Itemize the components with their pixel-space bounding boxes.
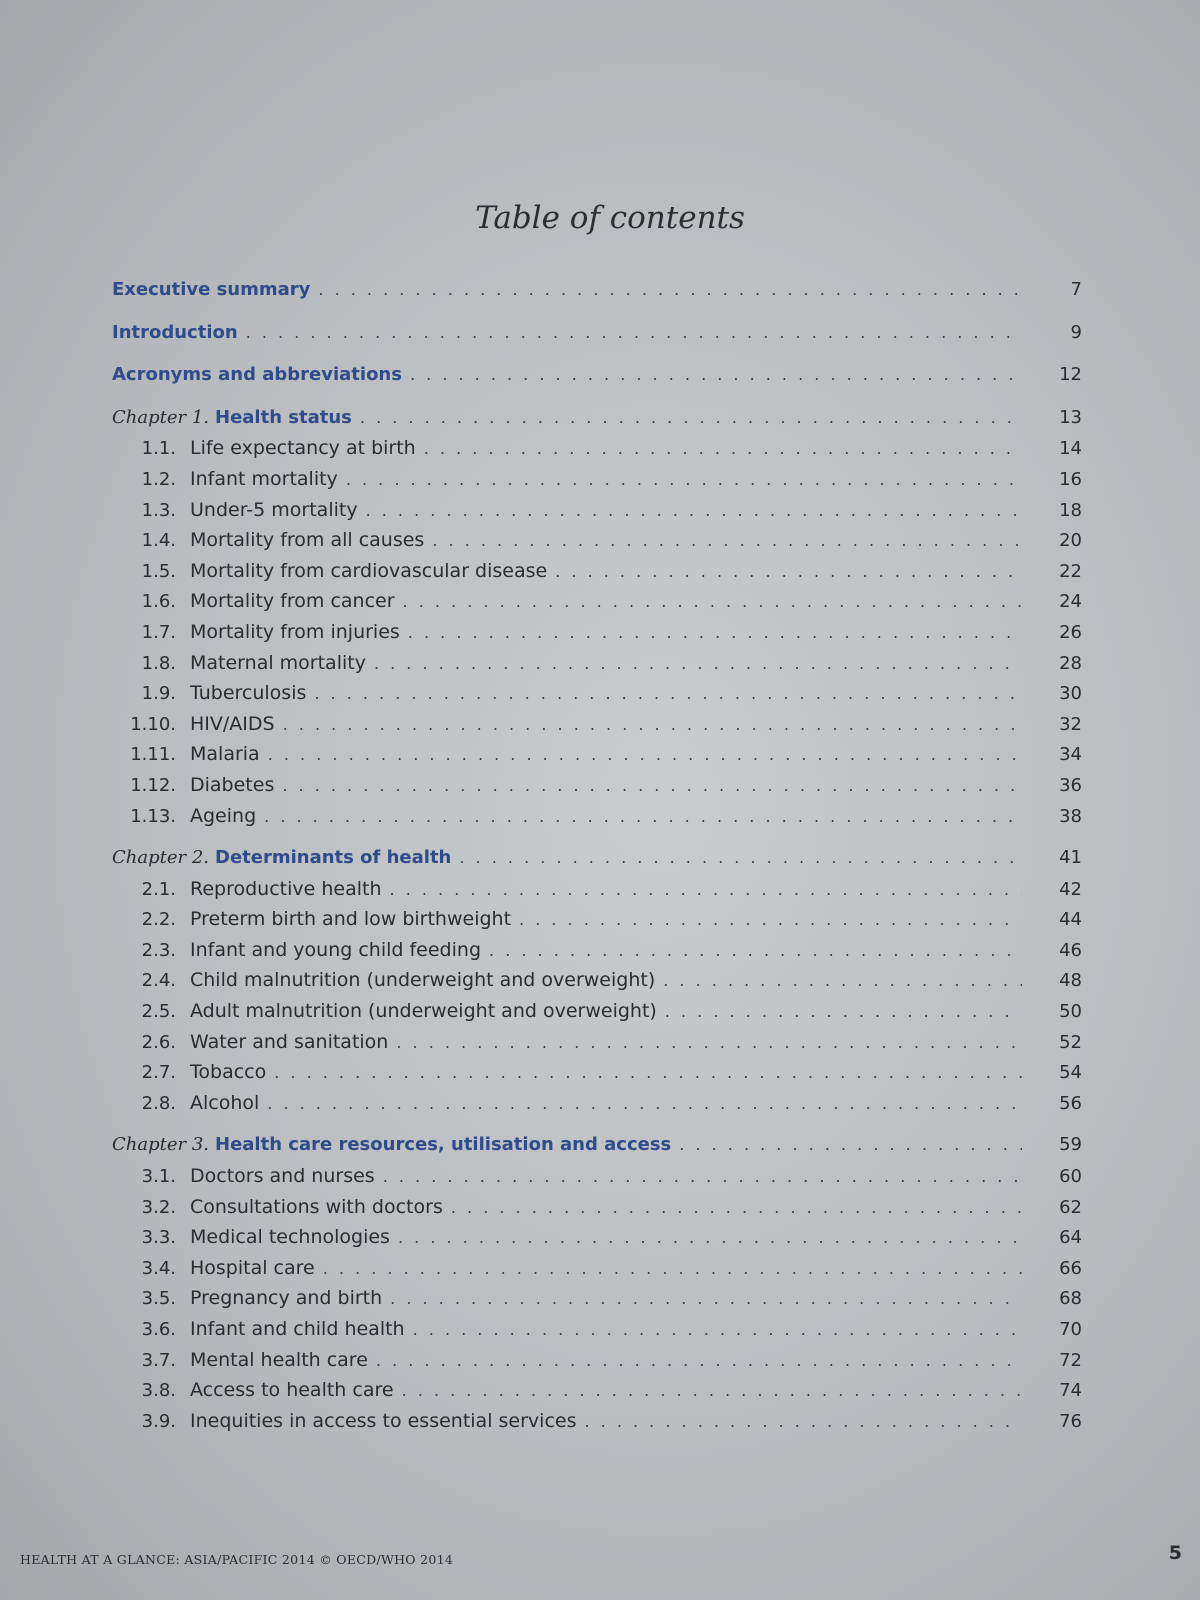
table-of-contents bbox=[112, 275, 1082, 1436]
section-page: 16 bbox=[1059, 468, 1082, 490]
dot-leader bbox=[410, 360, 1022, 391]
dot-leader bbox=[403, 587, 1022, 618]
toc-entry[interactable] bbox=[112, 275, 1082, 306]
dot-leader bbox=[413, 1315, 1022, 1346]
toc-section-entry[interactable] bbox=[112, 1057, 1082, 1088]
dot-leader bbox=[402, 1376, 1022, 1407]
section-title: Child malnutrition (underweight and overweight) bbox=[190, 969, 656, 992]
section-title: Mortality from cardiovascular disease bbox=[190, 559, 548, 582]
section-page: 70 bbox=[1059, 1319, 1082, 1340]
section-number: 1.5. bbox=[141, 560, 176, 582]
section-title: Tobacco bbox=[190, 1061, 267, 1084]
section-page: 46 bbox=[1059, 939, 1082, 961]
toc-section-entry[interactable] bbox=[112, 433, 1082, 464]
chapter-title: Determinants of health bbox=[215, 847, 452, 869]
section-title: Consultations with doctors bbox=[190, 1195, 443, 1218]
toc-entry[interactable] bbox=[112, 318, 1082, 349]
dot-leader bbox=[398, 1223, 1022, 1254]
section-page: 42 bbox=[1059, 878, 1082, 900]
section-title: Pregnancy and birth bbox=[190, 1287, 383, 1310]
dot-leader bbox=[376, 1346, 1022, 1377]
toc-section-entry[interactable] bbox=[112, 1253, 1082, 1284]
dot-leader bbox=[366, 496, 1022, 527]
chapter-title: Health status bbox=[215, 406, 352, 428]
section-number: 3.6. bbox=[141, 1319, 176, 1340]
chapter-page: 59 bbox=[1059, 1134, 1082, 1156]
section-title: Reproductive health bbox=[190, 877, 382, 900]
section-title: Life expectancy at birth bbox=[190, 437, 416, 460]
section-title: Water and sanitation bbox=[190, 1030, 389, 1053]
section-page: 44 bbox=[1059, 909, 1082, 931]
section-number: 1.6. bbox=[141, 591, 176, 613]
section-page: 32 bbox=[1059, 713, 1082, 735]
chapter-label: Chapter 3. bbox=[112, 1134, 210, 1156]
toc-entry-title: Executive summary bbox=[112, 279, 311, 300]
section-title: Diabetes bbox=[190, 773, 275, 796]
section-number: 3.3. bbox=[141, 1227, 176, 1249]
dot-leader bbox=[663, 966, 1022, 997]
dot-leader bbox=[383, 1162, 1022, 1193]
dot-leader bbox=[318, 275, 1022, 306]
toc-entry-title: Acronyms and abbreviations bbox=[112, 364, 402, 386]
dot-leader bbox=[408, 618, 1022, 649]
toc-section-entry[interactable] bbox=[112, 1345, 1082, 1376]
dot-leader bbox=[432, 526, 1022, 557]
toc-section-entry[interactable] bbox=[112, 617, 1082, 648]
toc-section-entry[interactable] bbox=[112, 965, 1082, 996]
section-number: 3.1. bbox=[141, 1166, 176, 1188]
toc-section-entry[interactable] bbox=[112, 1088, 1082, 1119]
section-number: 2.2. bbox=[141, 909, 176, 931]
section-page: 18 bbox=[1059, 499, 1082, 521]
toc-section-entry[interactable] bbox=[112, 1192, 1082, 1223]
section-page: 60 bbox=[1059, 1166, 1082, 1188]
section-page: 30 bbox=[1059, 683, 1082, 705]
dot-leader bbox=[679, 1130, 1022, 1161]
dot-leader bbox=[489, 936, 1022, 967]
toc-section-entry[interactable] bbox=[112, 525, 1082, 556]
section-number: 1.12. bbox=[130, 774, 176, 796]
chapter-label: Chapter 1. bbox=[112, 406, 210, 428]
section-title: Inequities in access to essential services bbox=[190, 1409, 577, 1432]
toc-chapter-entry[interactable] bbox=[112, 1130, 1082, 1161]
section-page: 68 bbox=[1059, 1288, 1082, 1310]
section-page: 26 bbox=[1059, 621, 1082, 643]
dot-leader bbox=[283, 710, 1022, 741]
section-page: 48 bbox=[1059, 970, 1082, 992]
running-footer: HEALTH AT A GLANCE: ASIA/PACIFIC 2014 © OECD/WHO 2014 bbox=[20, 1552, 454, 1567]
section-page: 72 bbox=[1059, 1349, 1082, 1371]
dot-leader bbox=[282, 771, 1022, 802]
section-page: 52 bbox=[1059, 1031, 1082, 1053]
toc-section-entry[interactable] bbox=[112, 648, 1082, 679]
section-number: 1.11. bbox=[130, 744, 176, 766]
section-page: 74 bbox=[1059, 1380, 1082, 1402]
section-title: Access to health care bbox=[190, 1379, 394, 1402]
toc-section-entry[interactable] bbox=[112, 495, 1082, 526]
dot-leader bbox=[274, 1058, 1022, 1089]
section-page: 24 bbox=[1059, 591, 1082, 613]
toc-section-entry[interactable] bbox=[112, 935, 1082, 966]
section-title: Preterm birth and low birthweight bbox=[190, 908, 512, 931]
toc-section-entry[interactable] bbox=[112, 801, 1082, 832]
dot-leader bbox=[665, 997, 1022, 1028]
section-number: 1.4. bbox=[141, 530, 176, 552]
section-number: 3.8. bbox=[141, 1380, 176, 1402]
page-title: Table of contents bbox=[475, 200, 745, 236]
section-title: Infant mortality bbox=[190, 467, 338, 490]
dot-leader bbox=[396, 1028, 1022, 1059]
toc-section-entry[interactable] bbox=[112, 586, 1082, 617]
section-page: 28 bbox=[1059, 652, 1082, 674]
dot-leader bbox=[360, 403, 1022, 434]
section-title: Malaria bbox=[190, 743, 260, 766]
dot-leader bbox=[451, 1193, 1022, 1224]
section-page: 64 bbox=[1059, 1227, 1082, 1249]
toc-section-entry[interactable] bbox=[112, 904, 1082, 935]
section-title: Doctors and nurses bbox=[190, 1165, 375, 1188]
section-title: Under-5 mortality bbox=[190, 498, 358, 521]
section-page: 62 bbox=[1059, 1196, 1082, 1218]
dot-leader bbox=[267, 1089, 1022, 1120]
section-number: 1.8. bbox=[141, 652, 176, 674]
dot-leader bbox=[390, 1284, 1022, 1315]
toc-section-entry[interactable] bbox=[112, 770, 1082, 801]
section-page: 38 bbox=[1059, 805, 1082, 827]
section-page: 20 bbox=[1059, 530, 1082, 552]
dot-leader bbox=[519, 905, 1022, 936]
toc-section-entry[interactable] bbox=[112, 556, 1082, 587]
toc-chapter-entry[interactable] bbox=[112, 403, 1082, 434]
section-page: 36 bbox=[1059, 774, 1082, 796]
dot-leader bbox=[264, 802, 1022, 833]
section-number: 2.6. bbox=[141, 1031, 176, 1053]
dot-leader bbox=[268, 740, 1022, 771]
toc-section-entry[interactable] bbox=[112, 678, 1082, 709]
toc-entry-page: 12 bbox=[1059, 364, 1082, 386]
dot-leader bbox=[555, 557, 1022, 588]
section-title: Mental health care bbox=[190, 1348, 368, 1371]
section-title: Infant and child health bbox=[190, 1318, 405, 1340]
section-number: 2.5. bbox=[141, 1001, 176, 1023]
toc-section-entry[interactable] bbox=[112, 1027, 1082, 1058]
section-page: 14 bbox=[1059, 438, 1082, 460]
section-number: 2.7. bbox=[141, 1062, 176, 1084]
section-number: 1.10. bbox=[130, 713, 176, 735]
section-number: 3.9. bbox=[141, 1410, 176, 1432]
chapter-page: 13 bbox=[1059, 406, 1082, 428]
dot-leader bbox=[323, 1254, 1022, 1285]
section-page: 66 bbox=[1059, 1257, 1082, 1279]
section-number: 1.1. bbox=[141, 438, 176, 460]
section-title: Medical technologies bbox=[190, 1226, 390, 1249]
dot-leader bbox=[584, 1407, 1022, 1438]
section-page: 22 bbox=[1059, 560, 1082, 582]
toc-section-entry[interactable] bbox=[112, 1314, 1082, 1345]
section-page: 50 bbox=[1059, 1001, 1082, 1023]
section-number: 3.5. bbox=[141, 1288, 176, 1310]
toc-entry-page: 7 bbox=[1070, 279, 1082, 300]
chapter-label: Chapter 2. bbox=[112, 847, 210, 869]
section-title: Adult malnutrition (underweight and overweight) bbox=[190, 1000, 657, 1023]
section-title: Maternal mortality bbox=[190, 651, 366, 674]
section-title: HIV/AIDS bbox=[190, 712, 275, 735]
dot-leader bbox=[314, 679, 1022, 710]
section-title: Mortality from injuries bbox=[190, 620, 400, 643]
section-number: 3.7. bbox=[141, 1349, 176, 1371]
dot-leader bbox=[246, 318, 1022, 349]
toc-section-entry[interactable] bbox=[112, 709, 1082, 740]
section-title: Infant and young child feeding bbox=[190, 938, 482, 961]
section-title: Mortality from all causes bbox=[190, 529, 425, 552]
section-page: 34 bbox=[1059, 744, 1082, 766]
dot-leader bbox=[390, 875, 1022, 906]
toc-section-entry[interactable] bbox=[112, 874, 1082, 905]
dot-leader bbox=[346, 465, 1022, 496]
toc-section-entry[interactable] bbox=[112, 1283, 1082, 1314]
section-number: 1.3. bbox=[141, 499, 176, 521]
toc-chapter-entry[interactable] bbox=[112, 843, 1082, 874]
section-title: Tuberculosis bbox=[190, 682, 307, 705]
section-title: Alcohol bbox=[190, 1091, 260, 1114]
section-title: Hospital care bbox=[190, 1256, 315, 1279]
section-number: 2.4. bbox=[141, 970, 176, 992]
chapter-title: Health care resources, utilisation and access bbox=[215, 1134, 672, 1156]
section-number: 1.7. bbox=[141, 621, 176, 643]
dot-leader bbox=[424, 434, 1022, 465]
toc-section-entry[interactable] bbox=[112, 739, 1082, 770]
section-title: Mortality from cancer bbox=[190, 590, 395, 613]
dot-leader bbox=[459, 843, 1022, 874]
toc-section-entry[interactable] bbox=[112, 1406, 1082, 1437]
section-number: 1.9. bbox=[141, 683, 176, 705]
section-page: 76 bbox=[1059, 1410, 1082, 1432]
section-page: 56 bbox=[1059, 1092, 1082, 1114]
section-number: 2.3. bbox=[141, 939, 176, 961]
section-number: 3.4. bbox=[141, 1257, 176, 1279]
section-number: 2.1. bbox=[141, 878, 176, 900]
toc-section-entry[interactable] bbox=[112, 464, 1082, 495]
toc-entry[interactable] bbox=[112, 360, 1082, 391]
toc-entry-title: Introduction bbox=[112, 321, 238, 343]
folio-page-number: 5 bbox=[1168, 1542, 1182, 1564]
section-number: 1.13. bbox=[130, 805, 176, 827]
section-title: Ageing bbox=[190, 804, 257, 827]
toc-entry-page: 9 bbox=[1070, 321, 1082, 343]
section-number: 3.2. bbox=[141, 1196, 176, 1218]
dot-leader bbox=[374, 649, 1022, 680]
section-page: 54 bbox=[1059, 1062, 1082, 1084]
section-number: 1.2. bbox=[141, 468, 176, 490]
section-number: 2.8. bbox=[141, 1092, 176, 1114]
toc-section-entry[interactable] bbox=[112, 1375, 1082, 1406]
toc-section-entry[interactable] bbox=[112, 996, 1082, 1027]
toc-section-entry[interactable] bbox=[112, 1161, 1082, 1192]
toc-section-entry[interactable] bbox=[112, 1222, 1082, 1253]
chapter-page: 41 bbox=[1059, 847, 1082, 869]
